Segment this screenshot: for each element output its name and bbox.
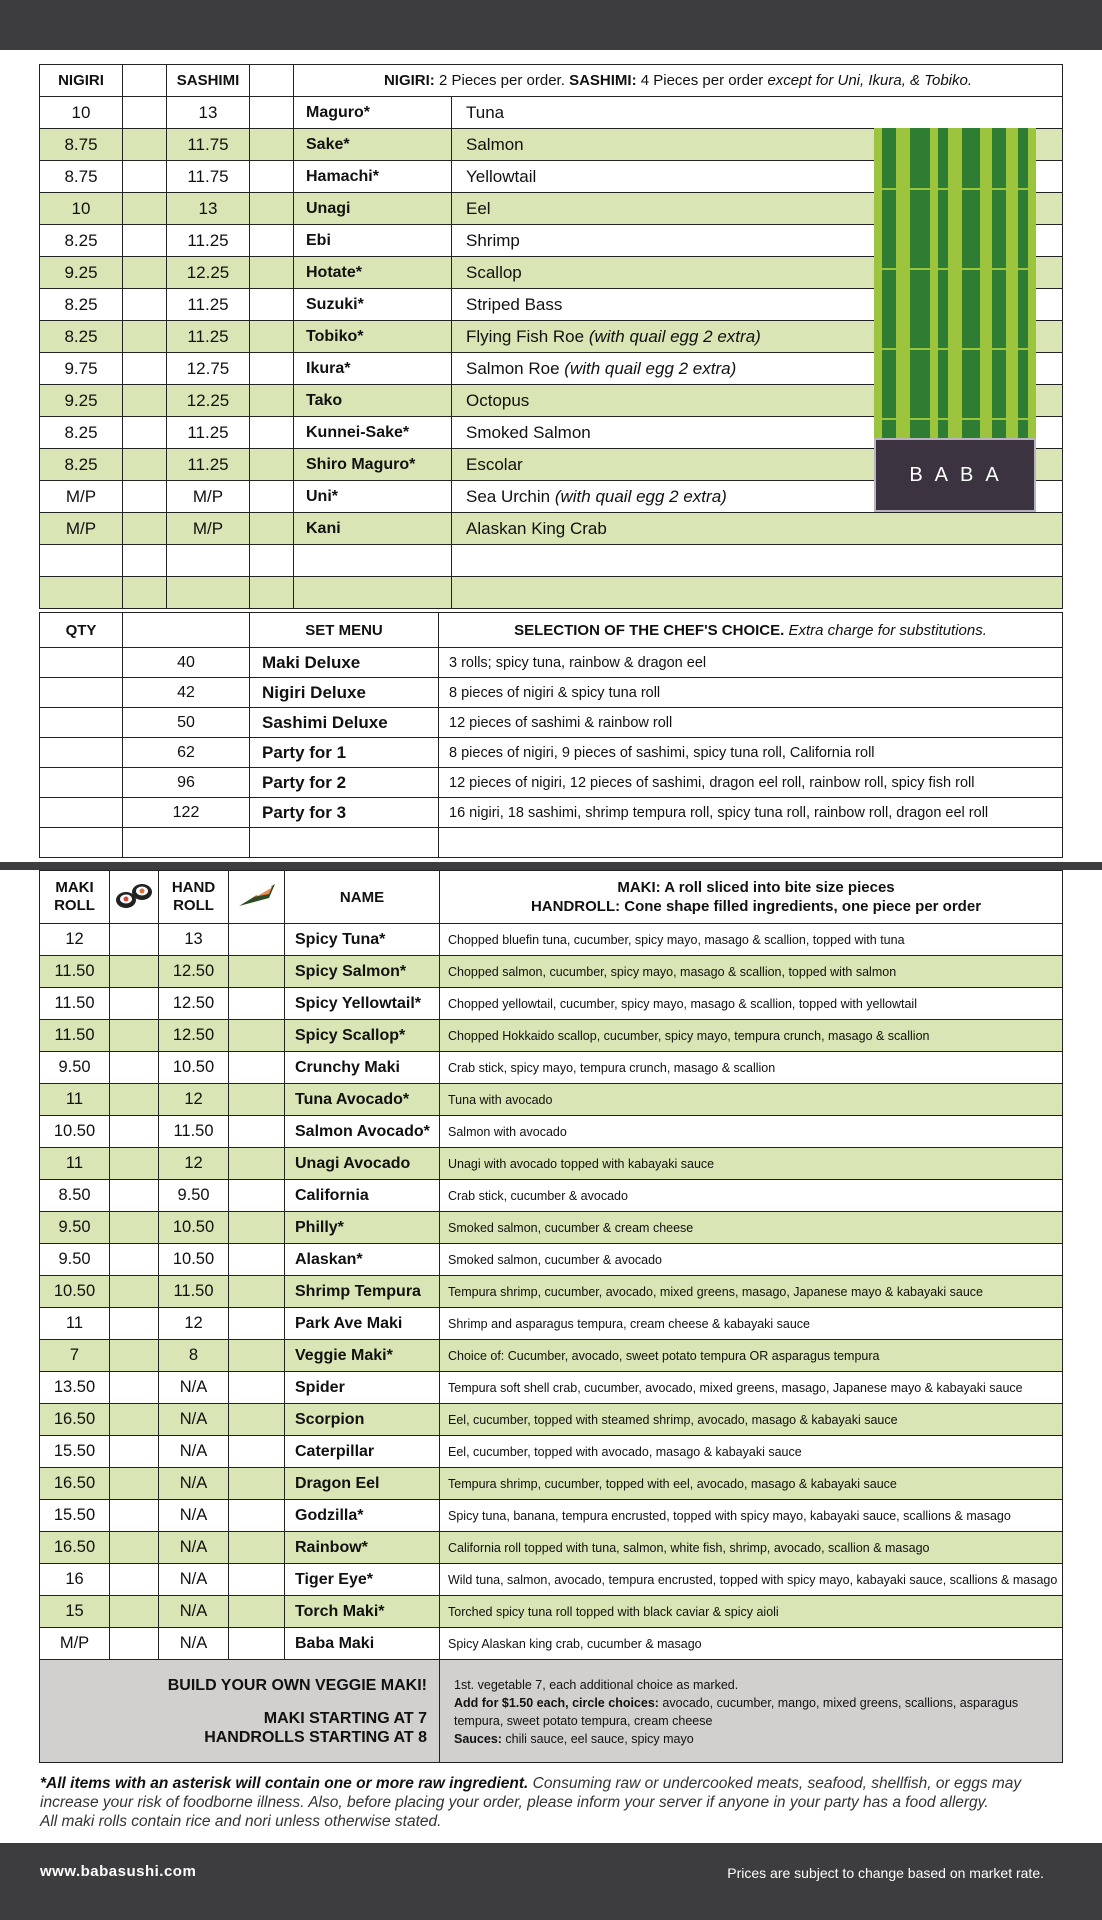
japanese-name: Sake* — [294, 129, 452, 161]
sashimi-price: 11.75 — [167, 129, 250, 161]
maki-price: 11 — [40, 1084, 110, 1116]
roll-description: Choice of: Cucumber, avocado, sweet potato tempura OR asparagus tempura — [440, 1340, 1063, 1372]
roll-description: Chopped salmon, cucumber, spicy mayo, masago & scallion, topped with salmon — [440, 956, 1063, 988]
nigiri-price: 8.25 — [40, 417, 123, 449]
roll-description: Tempura shrimp, cucumber, avocado, mixed greens, masago, Japanese mayo & kabayaki sauce — [440, 1276, 1063, 1308]
handroll-price: 9.50 — [159, 1180, 229, 1212]
build-handroll-start: HANDROLLS STARTING AT 8 — [204, 1729, 427, 1746]
handroll-price: 12 — [159, 1148, 229, 1180]
nigiri-price: 8.25 — [40, 225, 123, 257]
set-name: Maki Deluxe — [250, 648, 439, 678]
maki-price: 16.50 — [40, 1468, 110, 1500]
japanese-name: Hamachi* — [294, 161, 452, 193]
roll-name: Torch Maki* — [285, 1596, 440, 1628]
roll-description: Eel, cucumber, topped with avocado, masago & kabayaki sauce — [440, 1436, 1063, 1468]
handroll-price: N/A — [159, 1404, 229, 1436]
roll-description: Torched spicy tuna roll topped with black caviar & spicy aioli — [440, 1596, 1063, 1628]
roll-description: Wild tuna, salmon, avocado, tempura encrusted, topped with spicy mayo, kabayaki sauce, scallions & masago — [440, 1564, 1063, 1596]
maki-row — [40, 1020, 1063, 1052]
nigiri-price: 8.25 — [40, 321, 123, 353]
maki-row — [40, 1500, 1063, 1532]
roll-name: Tuna Avocado* — [285, 1084, 440, 1116]
maki-row — [40, 1084, 1063, 1116]
roll-description: Shrimp and asparagus tempura, cream cheese & kabayaki sauce — [440, 1308, 1063, 1340]
sashimi-price: 11.75 — [167, 161, 250, 193]
roll-name: Shrimp Tempura — [285, 1276, 440, 1308]
sashimi-price: M/P — [167, 513, 250, 545]
sashimi-price: 13 — [167, 193, 250, 225]
maki-row — [40, 1596, 1063, 1628]
handroll-price: 13 — [159, 924, 229, 956]
japanese-name: Shiro Maguro* — [294, 449, 452, 481]
english-name: Eel — [452, 193, 1063, 225]
maki-row — [40, 1180, 1063, 1212]
nigiri-price: 10 — [40, 97, 123, 129]
chef-choice-header: SELECTION OF THE CHEF'S CHOICE. Extra charge for substitutions. — [439, 613, 1063, 648]
maki-row — [40, 1308, 1063, 1340]
roll-description: Eel, cucumber, topped with steamed shrimp, avocado, masago & kabayaki sauce — [440, 1404, 1063, 1436]
roll-description: Chopped bluefin tuna, cucumber, spicy mayo, masago & scallion, topped with tuna — [440, 924, 1063, 956]
english-name: Tuna — [452, 97, 1063, 129]
roll-name: Scorpion — [285, 1404, 440, 1436]
nigiri-note: NIGIRI: 2 Pieces per order. SASHIMI: 4 Pieces per order except for Uni, Ikura, & Tobiko. — [294, 65, 1063, 97]
nigiri-row — [40, 513, 1063, 545]
handroll-price: 12.50 — [159, 988, 229, 1020]
handroll-price: 12 — [159, 1084, 229, 1116]
empty-row — [40, 577, 1063, 609]
roll-name: Spicy Yellowtail* — [285, 988, 440, 1020]
english-name: Scallop — [452, 257, 1063, 289]
maki-row — [40, 1148, 1063, 1180]
maki-price: 16.50 — [40, 1404, 110, 1436]
handroll-price: N/A — [159, 1564, 229, 1596]
maki-row — [40, 956, 1063, 988]
maki-row — [40, 1212, 1063, 1244]
handroll-price: 10.50 — [159, 1052, 229, 1084]
maki-roll-header: MAKI ROLL — [40, 871, 110, 924]
name-header: NAME — [285, 871, 440, 924]
roll-name: Caterpillar — [285, 1436, 440, 1468]
roll-name: Spicy Tuna* — [285, 924, 440, 956]
set-menu-row — [40, 768, 1063, 798]
nigiri-price: 9.75 — [40, 353, 123, 385]
sashimi-price: M/P — [167, 481, 250, 513]
set-price: 122 — [123, 798, 250, 828]
maki-row — [40, 1404, 1063, 1436]
set-price: 62 — [123, 738, 250, 768]
japanese-name: Tobiko* — [294, 321, 452, 353]
maki-price: 11.50 — [40, 988, 110, 1020]
website-link[interactable]: www.babasushi.com — [40, 1863, 197, 1880]
english-name: Yellowtail — [452, 161, 1063, 193]
set-name: Sashimi Deluxe — [250, 708, 439, 738]
maki-price: 12 — [40, 924, 110, 956]
set-description: 8 pieces of nigiri, 9 pieces of sashimi, spicy tuna roll, California roll — [439, 738, 1063, 768]
maki-price: 7 — [40, 1340, 110, 1372]
set-name: Nigiri Deluxe — [250, 678, 439, 708]
roll-name: Alaskan* — [285, 1244, 440, 1276]
roll-name: Crunchy Maki — [285, 1052, 440, 1084]
set-menu-row — [40, 648, 1063, 678]
nigiri-price: 8.25 — [40, 449, 123, 481]
roll-name: Philly* — [285, 1212, 440, 1244]
nigiri-col-header: NIGIRI — [40, 65, 123, 97]
qty-cell — [40, 768, 123, 798]
maki-row — [40, 1052, 1063, 1084]
set-name: Party for 2 — [250, 768, 439, 798]
maki-price: 15.50 — [40, 1436, 110, 1468]
roll-name: Unagi Avocado — [285, 1148, 440, 1180]
qty-cell — [40, 708, 123, 738]
price-note: Prices are subject to change based on market rate. — [727, 1865, 1044, 1881]
handroll-price: N/A — [159, 1500, 229, 1532]
nigiri-price: 9.25 — [40, 385, 123, 417]
nigiri-price: M/P — [40, 513, 123, 545]
roll-description: California roll topped with tuna, salmon, white fish, shrimp, avocado, scallion & masago — [440, 1532, 1063, 1564]
set-price: 50 — [123, 708, 250, 738]
set-name: Party for 1 — [250, 738, 439, 768]
maki-price: 9.50 — [40, 1052, 110, 1084]
japanese-name: Unagi — [294, 193, 452, 225]
baba-logo: BABA — [874, 438, 1036, 512]
maki-price: 11.50 — [40, 956, 110, 988]
roll-name: Tiger Eye* — [285, 1564, 440, 1596]
sashimi-price: 11.25 — [167, 289, 250, 321]
roll-name: Rainbow* — [285, 1532, 440, 1564]
english-name: Striped Bass — [452, 289, 1063, 321]
sashimi-price: 11.25 — [167, 449, 250, 481]
handroll-price: 12.50 — [159, 1020, 229, 1052]
maki-row — [40, 1468, 1063, 1500]
build-title: BUILD YOUR OWN VEGGIE MAKI! — [167, 1677, 427, 1694]
qty-cell — [40, 648, 123, 678]
maki-row — [40, 1116, 1063, 1148]
build-your-own-row — [40, 1660, 1063, 1763]
build-maki-start: MAKI STARTING AT 7 — [263, 1710, 427, 1727]
sashimi-price: 13 — [167, 97, 250, 129]
japanese-name: Kani — [294, 513, 452, 545]
roll-name: Dragon Eel — [285, 1468, 440, 1500]
maki-row — [40, 1436, 1063, 1468]
maki-price: 11.50 — [40, 1020, 110, 1052]
roll-description: Unagi with avocado topped with kabayaki sauce — [440, 1148, 1063, 1180]
maki-price: 10.50 — [40, 1116, 110, 1148]
qty-cell — [40, 798, 123, 828]
sashimi-col-header: SASHIMI — [167, 65, 250, 97]
english-name: Flying Fish Roe (with quail egg 2 extra) — [452, 321, 1063, 353]
japanese-name: Suzuki* — [294, 289, 452, 321]
handroll-price: N/A — [159, 1436, 229, 1468]
hand-roll-icon — [229, 871, 285, 924]
maki-price: 9.50 — [40, 1212, 110, 1244]
maki-price: 16.50 — [40, 1532, 110, 1564]
sashimi-price: 12.25 — [167, 257, 250, 289]
set-menu-header-row — [40, 613, 1063, 648]
english-name: Sea Urchin (with quail egg 2 extra) — [452, 481, 1063, 513]
maki-row — [40, 988, 1063, 1020]
english-name: Alaskan King Crab — [452, 513, 1063, 545]
sashimi-price: 12.25 — [167, 385, 250, 417]
japanese-name: Kunnei-Sake* — [294, 417, 452, 449]
nigiri-row — [40, 97, 1063, 129]
nigiri-price: M/P — [40, 481, 123, 513]
set-price: 42 — [123, 678, 250, 708]
roll-description: Tempura soft shell crab, cucumber, avocado, mixed greens, masago, Japanese mayo & kabayaki sauce — [440, 1372, 1063, 1404]
set-price: 96 — [123, 768, 250, 798]
set-description: 8 pieces of nigiri & spicy tuna roll — [439, 678, 1063, 708]
handroll-price: 10.50 — [159, 1212, 229, 1244]
roll-description: Spicy Alaskan king crab, cucumber & masago — [440, 1628, 1063, 1660]
build-options: 1st. vegetable 7, each additional choice as marked. Add for $1.50 each, circle choices: avocado, cucumber, mango, mixed greens, scallions, asparagus tempura, sweet potato tempura, cream cheese Sauces: chili sauce, eel sauce, spicy mayo — [440, 1660, 1063, 1763]
footer — [0, 1843, 1102, 1920]
maki-price: 16 — [40, 1564, 110, 1596]
maki-definition: MAKI: A roll sliced into bite size pieces HANDROLL: Cone shape filled ingredients, one piece per order — [440, 871, 1063, 924]
maki-price: M/P — [40, 1628, 110, 1660]
roll-description: Chopped Hokkaido scallop, cucumber, spicy mayo, tempura crunch, masago & scallion — [440, 1020, 1063, 1052]
section-divider — [0, 862, 1102, 870]
roll-description: Smoked salmon, cucumber & cream cheese — [440, 1212, 1063, 1244]
roll-description: Crab stick, spicy mayo, tempura crunch, masago & scallion — [440, 1052, 1063, 1084]
empty-row — [40, 828, 1063, 858]
english-name: Shrimp — [452, 225, 1063, 257]
roll-description: Chopped yellowtail, cucumber, spicy mayo, masago & scallion, topped with yellowtail — [440, 988, 1063, 1020]
japanese-name: Uni* — [294, 481, 452, 513]
qty-cell — [40, 738, 123, 768]
maki-handroll-table — [39, 870, 1063, 1763]
set-description: 12 pieces of sashimi & rainbow roll — [439, 708, 1063, 738]
roll-name: Salmon Avocado* — [285, 1116, 440, 1148]
roll-description: Spicy tuna, banana, tempura encrusted, topped with spicy mayo, kabayaki sauce, scallions & masago — [440, 1500, 1063, 1532]
maki-row — [40, 924, 1063, 956]
english-name: Smoked Salmon — [452, 417, 1063, 449]
handroll-price: 8 — [159, 1340, 229, 1372]
build-your-own — [40, 1660, 440, 1763]
handroll-price: N/A — [159, 1596, 229, 1628]
roll-name: Spider — [285, 1372, 440, 1404]
empty-row — [40, 545, 1063, 577]
maki-price: 15 — [40, 1596, 110, 1628]
handroll-price: 10.50 — [159, 1244, 229, 1276]
maki-row — [40, 1628, 1063, 1660]
maki-price: 11 — [40, 1148, 110, 1180]
maki-roll-icon — [110, 871, 159, 924]
sashimi-price: 11.25 — [167, 321, 250, 353]
maki-row — [40, 1372, 1063, 1404]
handroll-price: 11.50 — [159, 1276, 229, 1308]
top-bar — [0, 0, 1102, 50]
set-menu-row — [40, 678, 1063, 708]
bamboo-illustration — [874, 128, 1036, 438]
maki-price: 15.50 — [40, 1500, 110, 1532]
maki-row — [40, 1532, 1063, 1564]
maki-row — [40, 1244, 1063, 1276]
maki-price: 13.50 — [40, 1372, 110, 1404]
handroll-price: N/A — [159, 1372, 229, 1404]
nigiri-price: 8.75 — [40, 129, 123, 161]
japanese-name: Ikura* — [294, 353, 452, 385]
roll-name: California — [285, 1180, 440, 1212]
roll-description: Smoked salmon, cucumber & avocado — [440, 1244, 1063, 1276]
qty-cell — [40, 678, 123, 708]
nigiri-price: 10 — [40, 193, 123, 225]
maki-price: 9.50 — [40, 1244, 110, 1276]
roll-description: Crab stick, cucumber & avocado — [440, 1180, 1063, 1212]
roll-name: Park Ave Maki — [285, 1308, 440, 1340]
english-name: Salmon Roe (with quail egg 2 extra) — [452, 353, 1063, 385]
set-description: 12 pieces of nigiri, 12 pieces of sashimi, dragon eel roll, rainbow roll, spicy fish roll — [439, 768, 1063, 798]
nigiri-header-row — [40, 65, 1063, 97]
set-name: Party for 3 — [250, 798, 439, 828]
roll-description: Tuna with avocado — [440, 1084, 1063, 1116]
set-menu-row — [40, 798, 1063, 828]
set-menu-table — [39, 612, 1063, 858]
handroll-price: 12.50 — [159, 956, 229, 988]
handroll-price: N/A — [159, 1628, 229, 1660]
raw-ingredient-disclaimer: *All items with an asterisk will contain one or more raw ingredient. Consuming raw or undercooked meats, seafood, shellfish, or eggs may increase your risk of foodborne illness. Also, before placing your order, please inform your server if anyone in your party has a food allergy. All maki rolls contain rice and nori unless otherwise stated. — [40, 1775, 1022, 1830]
english-name: Escolar — [452, 449, 1063, 481]
maki-price: 11 — [40, 1308, 110, 1340]
japanese-name: Ebi — [294, 225, 452, 257]
nigiri-price: 8.25 — [40, 289, 123, 321]
set-menu-header: SET MENU — [250, 613, 439, 648]
japanese-name: Maguro* — [294, 97, 452, 129]
english-name: Octopus — [452, 385, 1063, 417]
maki-header-row — [40, 871, 1063, 924]
set-description: 16 nigiri, 18 sashimi, shrimp tempura roll, spicy tuna roll, rainbow roll, dragon eel roll — [439, 798, 1063, 828]
set-menu-row — [40, 738, 1063, 768]
roll-name: Baba Maki — [285, 1628, 440, 1660]
maki-row — [40, 1340, 1063, 1372]
japanese-name: Hotate* — [294, 257, 452, 289]
maki-row — [40, 1276, 1063, 1308]
set-menu-row — [40, 708, 1063, 738]
roll-description: Tempura shrimp, cucumber, topped with eel, avocado, masago & kabayaki sauce — [440, 1468, 1063, 1500]
sashimi-price: 11.25 — [167, 225, 250, 257]
japanese-name: Tako — [294, 385, 452, 417]
hand-roll-header: HAND ROLL — [159, 871, 229, 924]
set-price: 40 — [123, 648, 250, 678]
roll-description: Salmon with avocado — [440, 1116, 1063, 1148]
sashimi-price: 12.75 — [167, 353, 250, 385]
qty-header: QTY — [40, 613, 123, 648]
roll-name: Spicy Scallop* — [285, 1020, 440, 1052]
nigiri-price: 9.25 — [40, 257, 123, 289]
english-name: Salmon — [452, 129, 1063, 161]
handroll-price: N/A — [159, 1468, 229, 1500]
roll-name: Veggie Maki* — [285, 1340, 440, 1372]
handroll-price: 11.50 — [159, 1116, 229, 1148]
maki-price: 10.50 — [40, 1276, 110, 1308]
nigiri-price: 8.75 — [40, 161, 123, 193]
handroll-price: N/A — [159, 1532, 229, 1564]
maki-row — [40, 1564, 1063, 1596]
handroll-price: 12 — [159, 1308, 229, 1340]
roll-name: Godzilla* — [285, 1500, 440, 1532]
roll-name: Spicy Salmon* — [285, 956, 440, 988]
maki-price: 8.50 — [40, 1180, 110, 1212]
set-description: 3 rolls; spicy tuna, rainbow & dragon eel — [439, 648, 1063, 678]
sashimi-price: 11.25 — [167, 417, 250, 449]
